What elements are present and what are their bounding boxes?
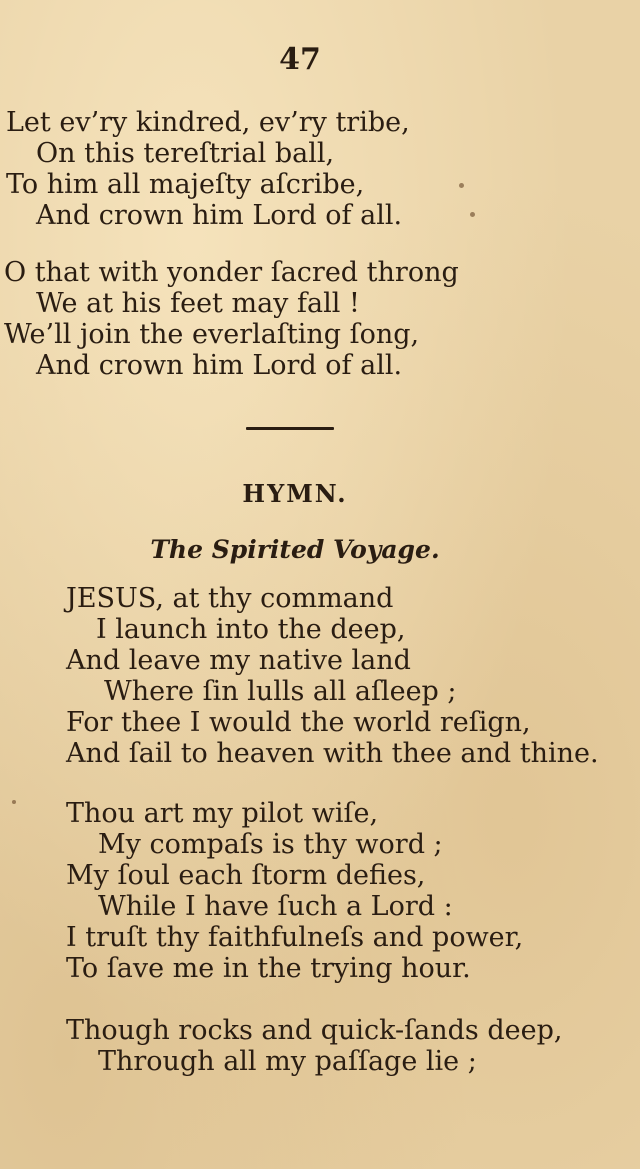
verse-line: O that with yonder ſacred throng — [4, 257, 459, 288]
verse-line: Let ev’ry kindred, ev’ry tribe, — [6, 107, 410, 138]
paper-speck — [459, 183, 464, 188]
verse-line: For thee I would the world reſign, — [66, 707, 531, 738]
verse-line: And leave my native land — [66, 645, 411, 676]
verse-line: To him all majeſty aſcribe, — [6, 169, 365, 200]
verse-line: While I have ſuch a Lord : — [98, 891, 453, 922]
verse-line: To ſave me in the trying hour. — [66, 953, 471, 984]
verse-line: I truſt thy faithfulneſs and power, — [66, 922, 524, 953]
verse-line: Thou art my pilot wiſe, — [66, 798, 379, 829]
verse-line: We’ll join the everlaſting ſong, — [4, 319, 420, 350]
hymn-subtitle: The Spirited Voyage. — [150, 535, 440, 564]
verse-line: My ſoul each ſtorm defies, — [66, 860, 426, 891]
verse-line: JESUS, at thy command — [66, 583, 394, 614]
page-number: 47 — [279, 42, 321, 77]
verse-line: My compaſs is thy word ; — [98, 829, 443, 860]
paper-speck — [12, 800, 16, 804]
verse-line: And crown him Lord of all. — [36, 200, 403, 231]
hymn-heading: HYMN. — [242, 479, 348, 508]
verse-line: Though rocks and quick-ſands deep, — [66, 1015, 563, 1046]
verse-line: Through all my paſſage lie ; — [98, 1046, 477, 1077]
verse-line: On this tereſtrial ball, — [36, 138, 335, 169]
verse-line: I launch into the deep, — [96, 614, 406, 645]
section-divider — [246, 427, 334, 430]
verse-line: Where ſin lulls all aſleep ; — [104, 676, 457, 707]
paper-speck — [470, 212, 475, 217]
verse-line: And crown him Lord of all. — [36, 350, 403, 381]
verse-line: And ſail to heaven with thee and thine. — [66, 738, 599, 769]
verse-line: We at his feet may fall ! — [36, 288, 360, 319]
